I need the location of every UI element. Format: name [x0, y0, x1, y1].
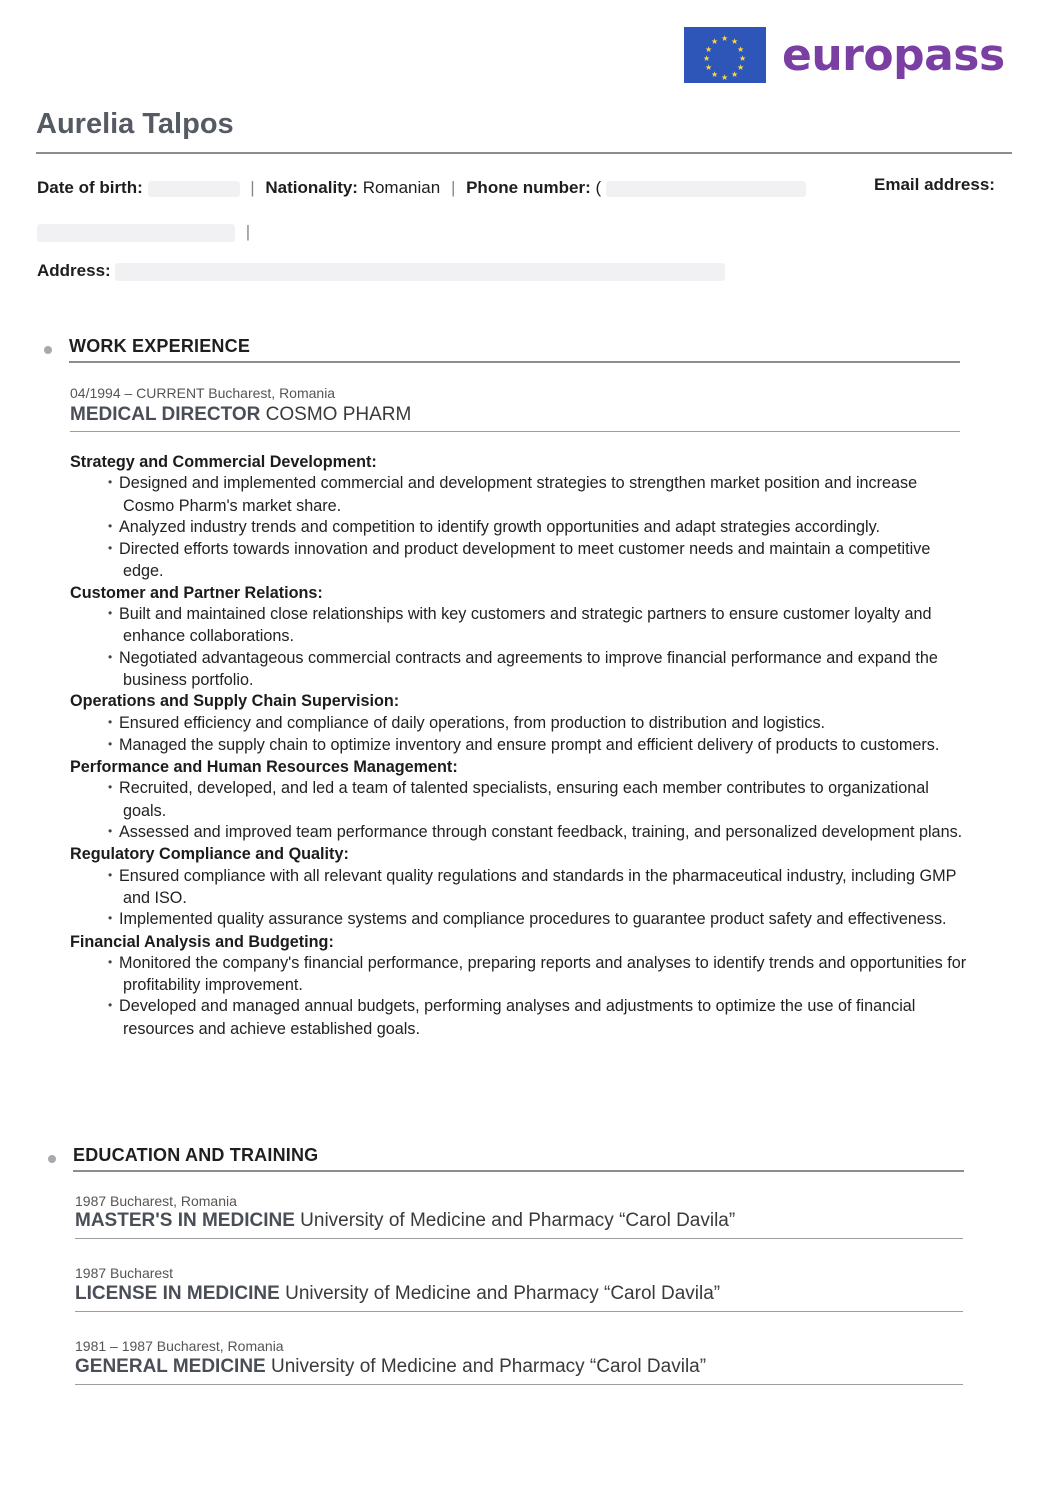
education-institution: University of Medicine and Pharmacy “Carol Davila”	[300, 1210, 736, 1231]
phone-label: Phone number:	[466, 178, 591, 197]
education-entry-title	[75, 1210, 735, 1232]
responsibility-group-title: Operations and Supply Chain Supervision:	[70, 692, 400, 711]
education-institution: University of Medicine and Pharmacy “Carol Davila”	[271, 1356, 707, 1377]
responsibility-item: • Ensured efficiency and compliance of daily operations, from production to distribution and logistics.	[70, 713, 970, 735]
redacted-address	[115, 263, 725, 281]
redacted-phone	[606, 181, 806, 197]
responsibility-item: • Negotiated advantageous commercial contracts and agreements to improve financial performance and expand the business portfolio.	[70, 648, 970, 692]
section-divider	[73, 1170, 964, 1172]
responsibility-group-title: Performance and Human Resources Management:	[70, 758, 458, 777]
responsibility-list	[70, 866, 970, 932]
education-degree: LICENSE IN MEDICINE	[75, 1283, 280, 1304]
education-institution: University of Medicine and Pharmacy “Carol Davila”	[285, 1283, 721, 1304]
address-field	[37, 261, 725, 281]
responsibility-item: • Recruited, developed, and led a team of talented specialists, ensuring each member contributes to organizational goals.	[70, 778, 970, 822]
responsibility-group-title: Regulatory Compliance and Quality:	[70, 845, 349, 864]
nationality-label: Nationality:	[265, 178, 358, 197]
responsibility-item: • Monitored the company's financial performance, preparing reports and analyses to identify trends and opportunities for profitability improvement.	[70, 953, 970, 997]
responsibility-item: • Built and maintained close relationships with key customers and strategic partners to ensure customer loyalty and enhance collaborations.	[70, 604, 970, 648]
responsibility-group-title: Customer and Partner Relations:	[70, 583, 323, 602]
responsibility-group-title: Financial Analysis and Budgeting:	[70, 932, 334, 951]
responsibility-item: • Implemented quality assurance systems and compliance procedures to guarantee product safety and effectiveness.	[70, 909, 970, 931]
section-title: WORK EXPERIENCE	[69, 336, 251, 356]
personal-info-row: Date of birth: | Nationality: Romanian | Phone number: (	[37, 178, 806, 198]
section-bullet-icon	[44, 346, 52, 354]
nationality-value: Romanian	[362, 178, 441, 197]
education-degree: GENERAL MEDICINE	[75, 1356, 266, 1377]
education-degree: MASTER'S IN MEDICINE	[75, 1210, 295, 1231]
entry-divider	[75, 1384, 963, 1385]
responsibility-group-title: Strategy and Commercial Development:	[70, 453, 377, 471]
education-entry-meta: 1987 Bucharest	[75, 1265, 174, 1281]
responsibility-item: • Managed the supply chain to optimize inventory and ensure prompt and efficient delivery of products to customers.	[70, 735, 970, 757]
section-title: EDUCATION AND TRAINING	[73, 1145, 319, 1165]
email-field	[874, 175, 995, 195]
header-divider	[36, 152, 1012, 154]
work-entry-meta: 04/1994 – CURRENT Bucharest, Romania	[70, 385, 336, 401]
logo-wordmark: europass	[782, 29, 1005, 81]
phone-value: (	[595, 178, 602, 197]
education-entry-meta: 1987 Bucharest, Romania	[75, 1193, 237, 1209]
redacted-email	[37, 224, 235, 242]
responsibility-item: • Designed and implemented commercial and development strategies to strengthen market position and increase Cosmo Pharm's market share.	[70, 473, 970, 517]
responsibility-item: • Analyzed industry trends and competition to identify growth opportunities and adapt strategies accordingly.	[70, 517, 970, 539]
redacted-dob	[148, 181, 240, 197]
responsibility-list	[70, 473, 970, 582]
europass-logo	[684, 26, 1005, 84]
responsibility-list	[70, 953, 970, 1040]
entry-divider	[70, 431, 960, 432]
section-bullet-icon	[48, 1155, 56, 1163]
responsibility-list	[70, 604, 970, 691]
responsibility-item: • Assessed and improved team performance through constant feedback, training, and personalized development plans.	[70, 822, 970, 844]
section-divider	[69, 361, 960, 363]
email-continuation: |	[37, 222, 256, 242]
work-role: MEDICAL DIRECTOR	[70, 404, 261, 425]
person-name: Aurelia Talpos	[36, 108, 234, 140]
responsibility-list	[70, 778, 970, 844]
education-entry-title	[75, 1283, 720, 1305]
entry-divider	[75, 1311, 963, 1312]
education-entry-meta: 1981 – 1987 Bucharest, Romania	[75, 1338, 284, 1354]
responsibility-list	[70, 713, 970, 758]
education-entry-title	[75, 1356, 706, 1378]
work-entry-title	[70, 404, 411, 426]
email-label: Email address:	[874, 175, 995, 194]
eu-flag-icon: ★ ★ ★ ★ ★ ★ ★ ★ ★ ★ ★ ★	[684, 27, 766, 83]
responsibility-item: • Directed efforts towards innovation and product development to meet customer needs and maintain a competitive edge.	[70, 539, 970, 583]
dob-label: Date of birth:	[37, 178, 143, 197]
entry-divider	[75, 1238, 963, 1239]
responsibility-item: • Developed and managed annual budgets, performing analyses and adjustments to optimize the use of financial resources and achieve established goals.	[70, 996, 970, 1040]
work-employer: COSMO PHARM	[265, 404, 412, 425]
address-label: Address:	[37, 261, 111, 280]
work-description	[70, 452, 970, 1040]
responsibility-item: • Ensured compliance with all relevant quality regulations and standards in the pharmaceutical industry, including GMP and ISO.	[70, 866, 970, 910]
